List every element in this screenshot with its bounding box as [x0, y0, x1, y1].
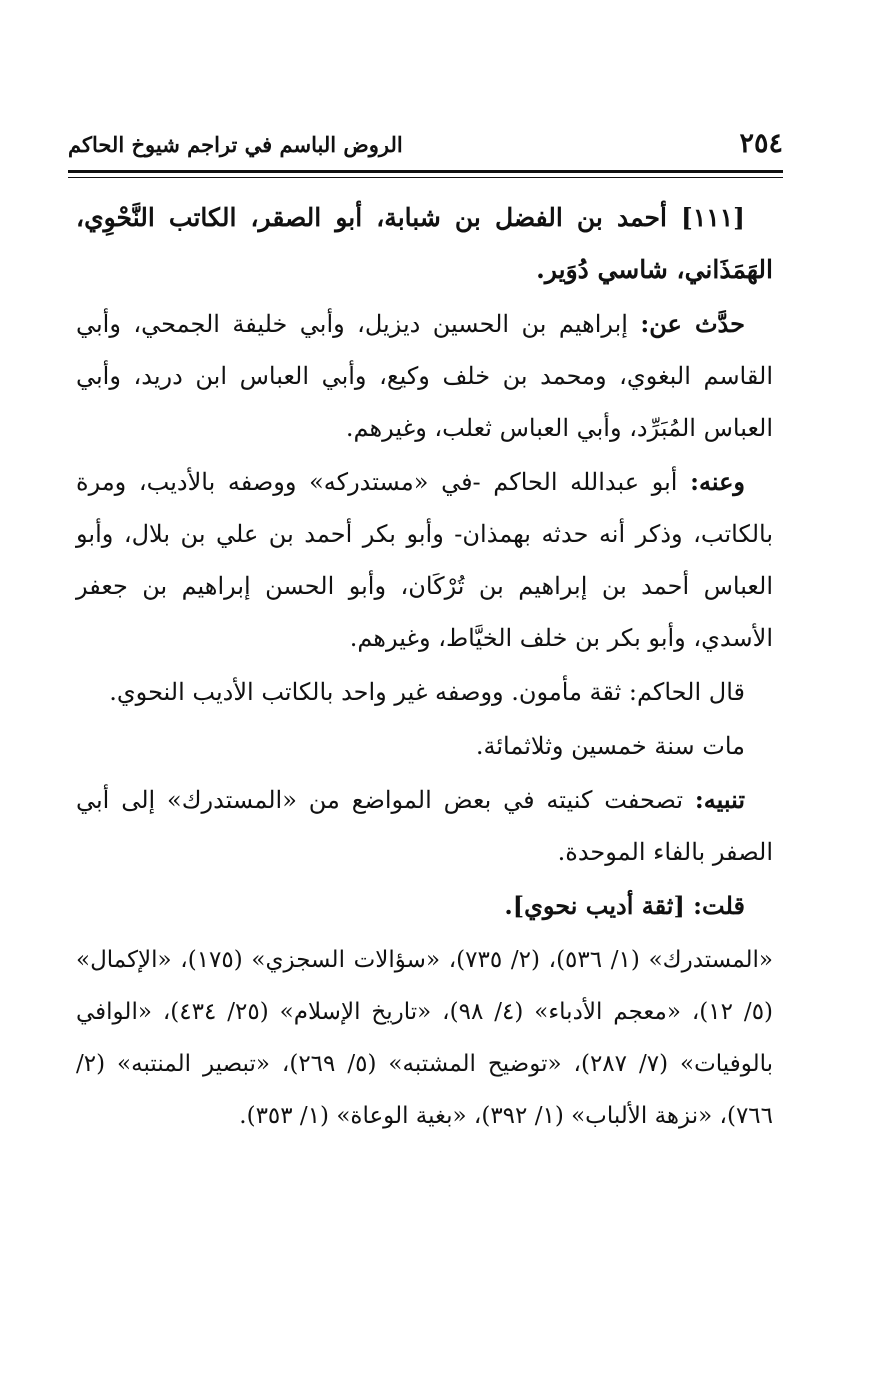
note-paragraph [76, 774, 773, 878]
hakim-statement: قال الحاكم: ثقة مأمون. ووصفه غير واحد بالكاتب الأديب النحوي. [109, 678, 745, 706]
running-title: الروض الباسم في تراجم شيوخ الحاكم [68, 132, 403, 157]
death-statement: مات سنة خمسين وثلاثمائة. [475, 732, 745, 760]
note-label: تنبيه: [694, 785, 745, 814]
teachers-paragraph [76, 298, 773, 454]
verdict: قلت: [ثقة أديب نحوي]. [504, 891, 745, 920]
entry-title: [١١١] أحمد بن الفضل بن شبابة، أبو الصقر، الكاتب النَّحْوِي، الهَمَذَاني، شاسي دُوَير. [76, 203, 773, 284]
teachers-label: حدَّث عن: [640, 309, 745, 338]
header-rule-thin [68, 177, 783, 178]
page-number: ٢٥٤ [739, 128, 783, 159]
students-text: أبو عبدالله الحاكم -في «مستدركه» ووصفه بالأديب، ومرة بالكاتب، وذكر أنه حدثه بهمذان- وأبو بكر أحمد بن علي بن بلال، وأبو العباس أحمد بن إبراهيم بن تُرْكَان، وأبو الحسن إبراهيم بن جعفر الأسدي، وأبو بكر بن خلف الخيَّاط، وغيرهم. [76, 468, 773, 652]
header-rule-thick [68, 170, 783, 173]
teachers-text: إبراهيم بن الحسين ديزيل، وأبي خليفة الجمحي، وأبي القاسم البغوي، ومحمد بن خلف وكيع، وأبي العباس ابن دريد، وأبي العباس المُبَرِّد، وأبي العباس ثعلب، وغيرهم. [76, 310, 773, 442]
page-header [68, 128, 783, 168]
page-content [76, 192, 773, 1144]
students-paragraph [76, 456, 773, 664]
students-label: وعنه: [690, 467, 745, 496]
note-text: تصحفت كنيته في بعض المواضع من «المستدرك» إلى أبي الصفر بالفاء الموحدة. [76, 786, 773, 866]
references: «المستدرك» (١/ ٥٣٦)، (٢/ ٧٣٥)، «سؤالات السجزي» (١٧٥)، «الإكمال» (٥/ ١٢)، «معجم الأدباء» (٤/ ٩٨)، «تاريخ الإسلام» (٢٥/ ٤٣٤)، «الوافي بالوفيات» (٧/ ٢٨٧)، «توضيح المشتبه» (٥/ ٢٦٩)، «تبصير المنتبه» (٢/ ٧٦٦)، «نزهة الألباب» (١/ ٣٩٢)، «بغية الوعاة» (١/ ٣٥٣). [76, 947, 774, 1129]
